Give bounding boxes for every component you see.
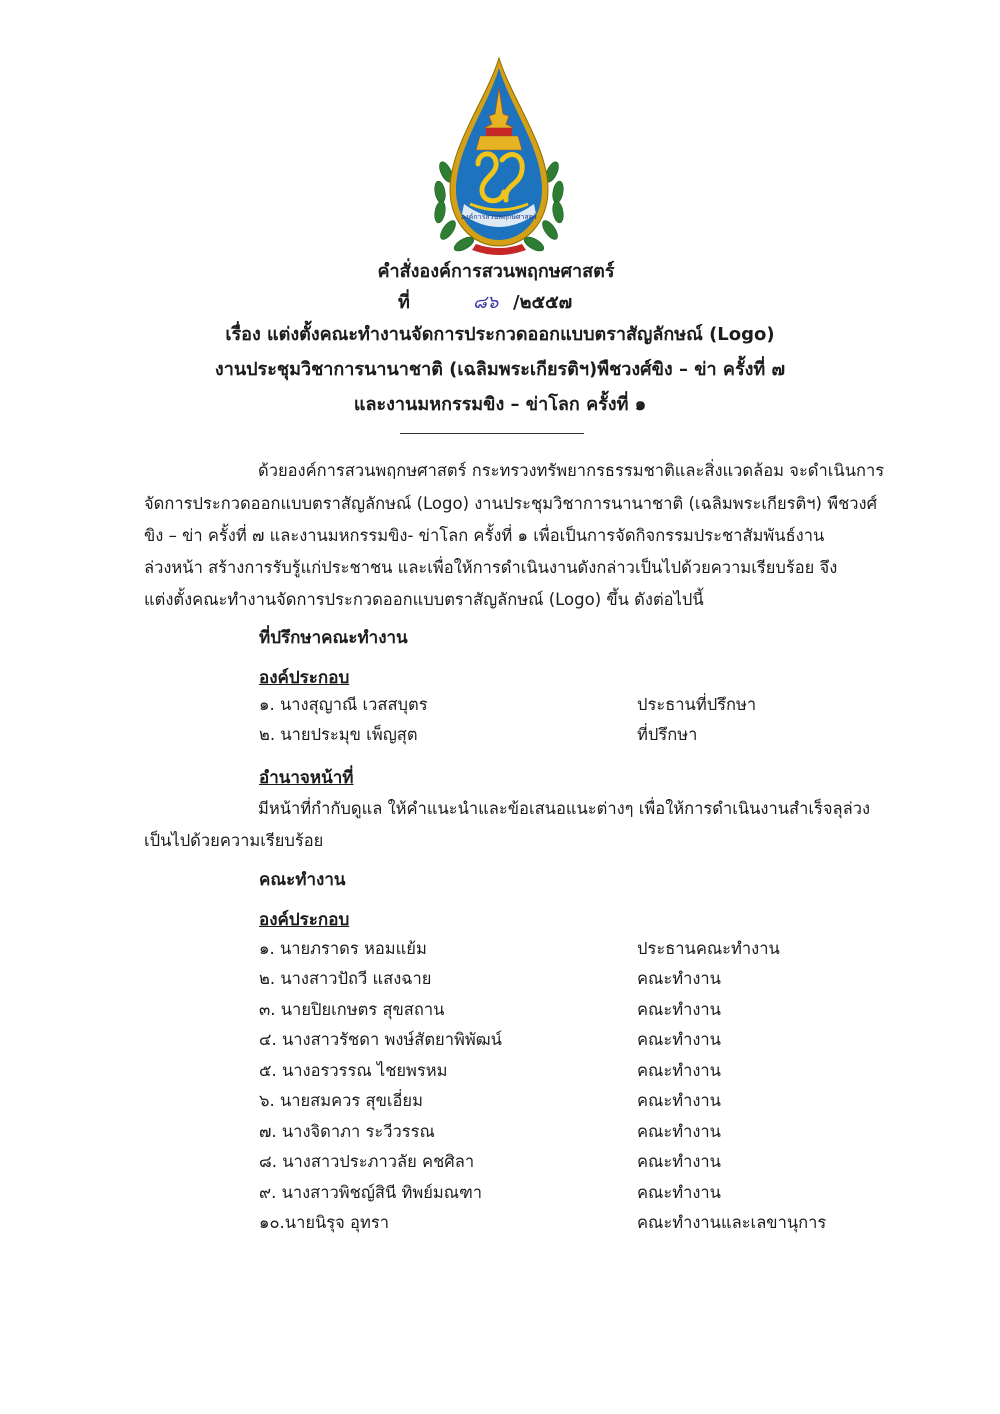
member-name: ๓. นายปิยเกษตร สุขสถาน (259, 1000, 445, 1019)
member-role: คณะทำงาน (637, 1030, 721, 1049)
intro-line-1: ด้วยองค์การสวนพฤกษศาสตร์ กระทรวงทรัพยากรธรรมชาติและสิ่งแวดล้อม จะดำเนินการ (258, 461, 885, 480)
order-number: ๘๖ (473, 292, 499, 313)
list-item (0, 1058, 1000, 1086)
list-item (0, 1180, 1000, 1208)
member-role: คณะทำงาน (637, 1061, 721, 1080)
list-item (0, 1210, 1000, 1238)
list-item (0, 1119, 1000, 1147)
advisors-duty-label: อำนาจหน้าที่ (259, 768, 354, 788)
list-item (0, 1027, 1000, 1055)
member-name: ๙. นางสาวพิชญ์สินี ทิพย์มณฑา (259, 1183, 483, 1202)
advisors-title: ที่ปรึกษาคณะทำงาน (259, 628, 408, 648)
order-title: คำสั่งองค์การสวนพฤกษศาสตร์ (377, 261, 615, 282)
advisors-duty-line-2: เป็นไปด้วยความเรียบร้อย (144, 831, 324, 850)
intro-line-3: ขิง – ข่า ครั้งที่ ๗ และงานมหกรรมขิง- ข่าโลก ครั้งที่ ๑ เพื่อเป็นการจัดกิจกรรมประชาสัมพันธ์งาน (144, 526, 825, 545)
emblem-text: องค์การสวนพฤกษศาสตร์ (461, 213, 537, 221)
intro-line-2: จัดการประกวดออกแบบตราสัญลักษณ์ (Logo) งานประชุมวิชาการนานาชาติ (เฉลิมพระเกียรติฯ) พืชวงศ์ (144, 494, 878, 513)
member-role: คณะทำงานและเลขานุการ (637, 1213, 827, 1232)
working-group-title: คณะทำงาน (259, 870, 346, 890)
list-item (0, 936, 1000, 964)
organization-emblem-icon (424, 54, 574, 260)
member-role: คณะทำงาน (637, 1183, 721, 1202)
subject-line-1: เรื่อง แต่งตั้งคณะทำงานจัดการประกวดออกแบบตราสัญลักษณ์ (Logo) (225, 324, 775, 345)
list-item (0, 997, 1000, 1025)
member-role: คณะทำงาน (637, 1091, 721, 1110)
member-name: ๑. นางสุญาณี เวสสบุตร (259, 695, 428, 714)
member-role: คณะทำงาน (637, 1152, 721, 1171)
subject-line-2: งานประชุมวิชาการนานาชาติ (เฉลิมพระเกียรติฯ)พืชวงศ์ขิง – ข่า ครั้งที่ ๗ (214, 359, 786, 380)
member-name: ๑. นายภราดร หอมแย้ม (259, 939, 427, 958)
member-name: ๕. นางอรวรรณ ไชยพรหม (259, 1061, 448, 1080)
advisors-composition-label: องค์ประกอบ (259, 668, 350, 688)
member-role: ประธานที่ปรึกษา (637, 695, 757, 714)
member-name: ๘. นางสาวประภาวลัย คชศิลา (259, 1152, 475, 1171)
advisors-duty-line-1: มีหน้าที่กำกับดูแล ให้คำแนะนำและข้อเสนอแนะต่างๆ เพื่อให้การดำเนินงานสำเร็จลุล่วง (258, 799, 871, 818)
member-role: คณะทำงาน (637, 969, 721, 988)
list-item (0, 966, 1000, 994)
intro-line-5: แต่งตั้งคณะทำงานจัดการประกวดออกแบบตราสัญลักษณ์ (Logo) ขึ้น ดังต่อไปนี้ (144, 590, 704, 609)
order-number-line (0, 287, 1000, 313)
list-item (0, 722, 1000, 750)
subject-line-3: และงานมหกรรมขิง – ข่าโลก ครั้งที่ ๑ (353, 394, 647, 415)
member-role: ที่ปรึกษา (637, 725, 698, 744)
intro-line-4: ล่วงหน้า สร้างการรับรู้แก่ประชาชน และเพื่อให้การดำเนินงานดังกล่าวเป็นไปด้วยความเรียบร้อย จึง (144, 558, 838, 577)
member-role: ประธานคณะทำงาน (637, 939, 780, 958)
member-name: ๑๐.นายนิรุจ อุทรา (259, 1213, 389, 1232)
member-name: ๔. นางสาวรัชดา พงษ์สัตยาพิพัฒน์ (259, 1030, 502, 1049)
list-item (0, 692, 1000, 720)
member-name: ๗. นางจิดาภา ระวีวรรณ (259, 1122, 435, 1141)
member-name: ๒. นางสาวปัถวี แสงฉาย (259, 969, 432, 988)
member-role: คณะทำงาน (637, 1122, 721, 1141)
list-item (0, 1149, 1000, 1177)
order-year: /๒๕๕๗ (513, 292, 573, 313)
header-divider (400, 433, 584, 434)
member-role: คณะทำงาน (637, 1000, 721, 1019)
list-item (0, 1088, 1000, 1116)
member-name: ๒. นายประมุข เพ็ญสุต (259, 725, 418, 744)
order-number-label: ที่ (398, 292, 410, 313)
working-group-composition-label: องค์ประกอบ (259, 910, 350, 930)
member-name: ๖. นายสมควร สุขเอี่ยม (259, 1091, 423, 1110)
